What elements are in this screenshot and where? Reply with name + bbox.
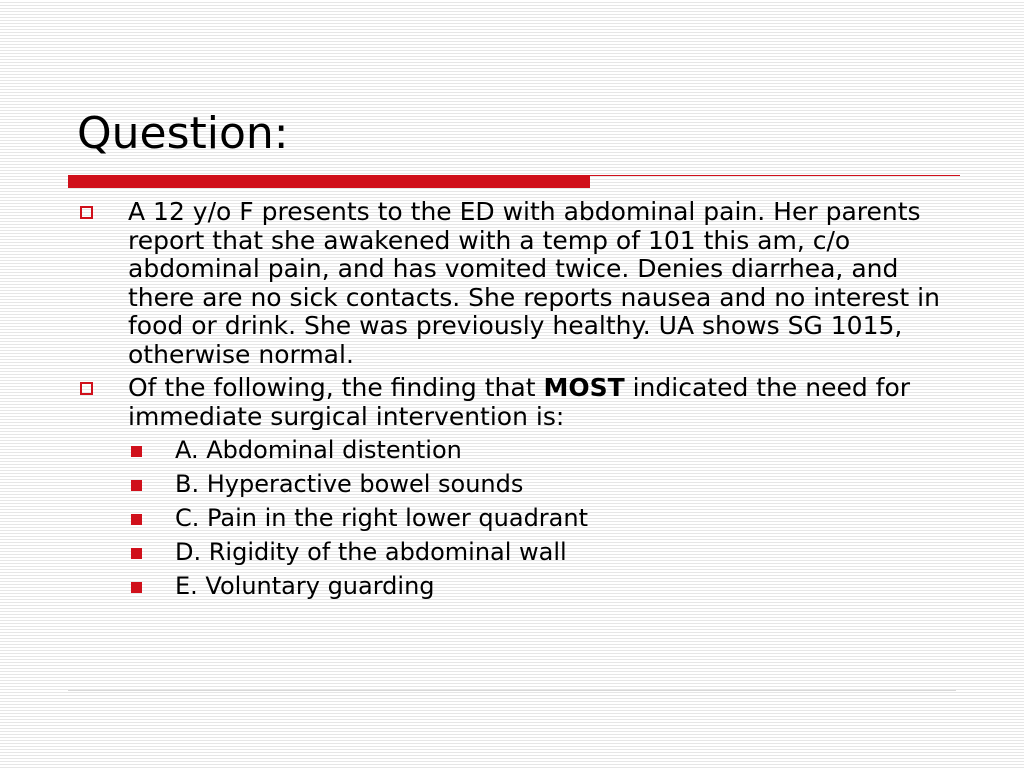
answer-option-b: [76, 470, 956, 499]
hollow-square-icon: [80, 206, 93, 219]
question-text-end: indicated the need for immediate surgical intervention is:: [128, 373, 911, 431]
answer-option-text: C. Pain in the right lower quadrant: [175, 504, 588, 532]
filled-square-icon: [131, 582, 142, 593]
question-text-start: Of the following, the finding that: [128, 373, 544, 402]
answer-option-c: [76, 504, 956, 533]
answer-option-text: D. Rigidity of the abdominal wall: [175, 538, 567, 566]
slide-body: [76, 198, 956, 606]
filled-square-icon: [131, 446, 142, 457]
question-emphasis: MOST: [543, 373, 625, 402]
answer-option-e: [76, 572, 956, 601]
question-text: [128, 373, 910, 431]
answer-options: [76, 436, 956, 601]
filled-square-icon: [131, 514, 142, 525]
filled-square-icon: [131, 548, 142, 559]
hollow-square-icon: [80, 382, 93, 395]
bullet-question: [76, 374, 956, 431]
title-underline: [68, 175, 960, 188]
answer-option-text: B. Hyperactive bowel sounds: [175, 470, 524, 498]
slide-title: Question:: [77, 108, 289, 159]
bullet-case-description: [76, 198, 956, 369]
title-accent-bar: [68, 175, 590, 188]
answer-option-a: [76, 436, 956, 465]
answer-option-text: E. Voluntary guarding: [175, 572, 435, 600]
answer-option-d: [76, 538, 956, 567]
case-description-text: A 12 y/o F presents to the ED with abdominal pain. Her parents report that she awakened with a temp of 101 this am, c/o abdominal pain, and has vomited twice. Denies diarrhea, and there are no sick contacts. She reports nausea and no interest in food or drink. She was previously healthy. UA shows SG 1015, otherwise normal.: [128, 197, 940, 369]
footer-divider: [68, 690, 956, 691]
answer-option-text: A. Abdominal distention: [175, 436, 462, 464]
filled-square-icon: [131, 480, 142, 491]
